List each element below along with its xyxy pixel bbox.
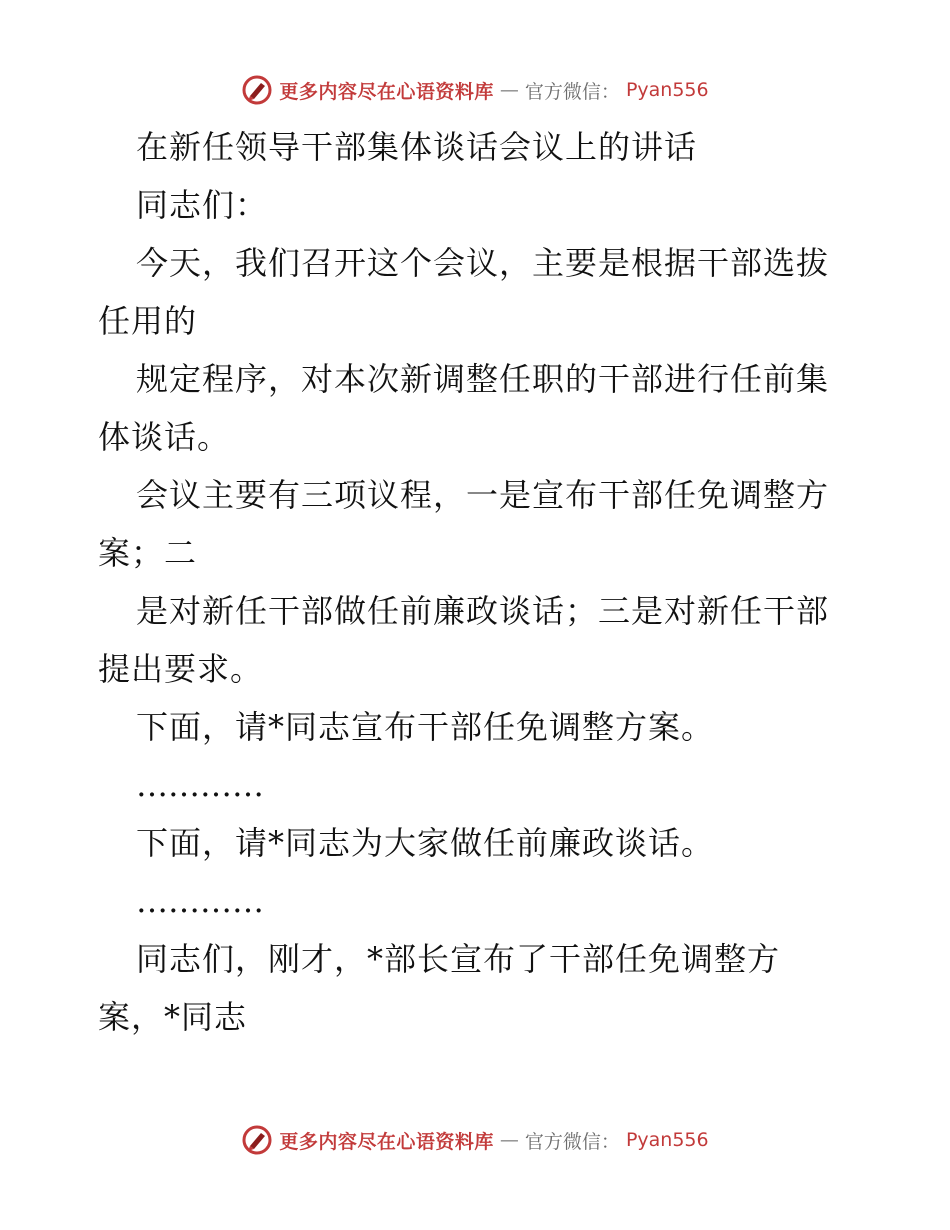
paragraph-line: 案，*同志 <box>98 998 248 1036</box>
paragraph-line: 今天，我们召开这个会议，主要是根据干部选拔 <box>136 244 830 282</box>
paragraph-line: 案；二 <box>98 534 198 572</box>
paragraph-line: 体谈话。 <box>98 418 231 456</box>
salutation: 同志们： <box>136 186 269 224</box>
pen-logo-icon <box>241 1124 273 1156</box>
watermark-dash: — <box>499 79 519 101</box>
watermark-header <box>0 70 950 110</box>
paragraph-line: 提出要求。 <box>98 650 264 688</box>
watermark-wechat-id: Pyan556 <box>625 79 709 101</box>
paragraph-line: 下面，请*同志宣布干部任免调整方案。 <box>136 708 715 746</box>
watermark-wechat-id: Pyan556 <box>625 1129 709 1151</box>
watermark-brand: 更多内容尽在心语资料库 <box>279 1130 494 1153</box>
watermark-label: 官方微信： <box>524 1130 620 1153</box>
paragraph-line: 同志们，刚才，*部长宣布了干部任免调整方 <box>136 940 781 978</box>
paragraph-line: 下面，请*同志为大家做任前廉政谈话。 <box>136 824 715 862</box>
paragraph-line: 会议主要有三项议程，一是宣布干部任免调整方 <box>136 476 830 514</box>
document-title: 在新任领导干部集体谈话会议上的讲话 <box>136 128 698 166</box>
paragraph-line: 规定程序，对本次新调整任职的干部进行任前集 <box>136 360 830 398</box>
ellipsis-line: ………… <box>136 766 264 804</box>
watermark-label: 官方微信： <box>524 80 620 103</box>
pen-logo-icon <box>241 74 273 106</box>
paragraph-line: 是对新任干部做任前廉政谈话；三是对新任干部 <box>136 592 830 630</box>
watermark-dash: — <box>499 1129 519 1151</box>
document-body <box>98 118 858 1046</box>
watermark-footer <box>0 1120 950 1160</box>
paragraph-line: 任用的 <box>98 302 198 340</box>
watermark-brand: 更多内容尽在心语资料库 <box>279 80 494 103</box>
ellipsis-line: ………… <box>136 882 264 920</box>
